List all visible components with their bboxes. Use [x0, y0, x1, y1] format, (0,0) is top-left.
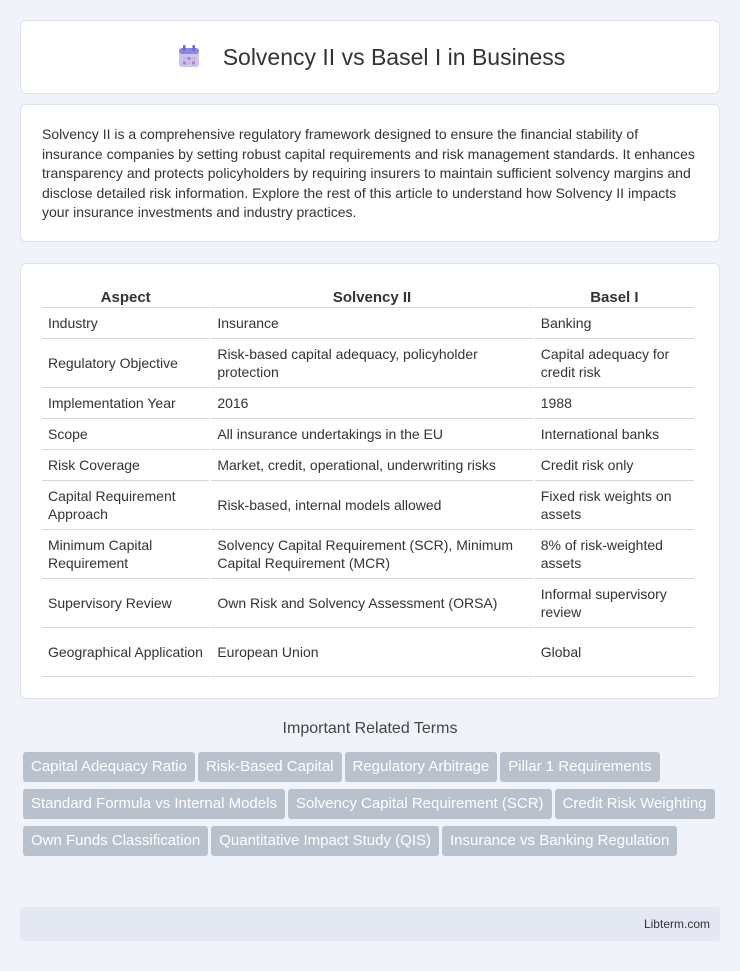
calendar-icon	[175, 43, 203, 71]
related-terms-title: Important Related Terms	[282, 720, 458, 737]
table-cell: All insurance undertakings in the EU	[211, 419, 532, 450]
header-card	[20, 20, 720, 94]
related-term-tag[interactable]: Capital Adequacy Ratio	[23, 752, 195, 782]
table-cell: European Union	[211, 628, 532, 677]
column-header-basel-i: Basel I	[535, 286, 694, 308]
table-row	[42, 481, 694, 530]
table-cell: Geographical Application	[42, 628, 209, 677]
related-term-tag[interactable]: Regulatory Arbitrage	[345, 752, 498, 782]
table-cell: Solvency Capital Requirement (SCR), Minimum Capital Requirement (MCR)	[211, 530, 532, 579]
table-cell: Risk-based capital adequacy, policyholder protection	[211, 339, 532, 388]
related-term-tag[interactable]: Insurance vs Banking Regulation	[442, 826, 677, 856]
table-cell: Fixed risk weights on assets	[535, 481, 694, 530]
table-row	[42, 579, 694, 628]
related-term-tag[interactable]: Risk-Based Capital	[198, 752, 342, 782]
footer-site-link[interactable]: Libterm.com	[643, 917, 710, 931]
table-cell: Minimum Capital Requirement	[42, 530, 209, 579]
table-header-row	[42, 286, 694, 308]
related-term-tag[interactable]: Pillar 1 Requirements	[500, 752, 659, 782]
table-cell: 2016	[211, 388, 532, 419]
table-cell: 1988	[535, 388, 694, 419]
table-cell: Banking	[535, 308, 694, 339]
table-row	[42, 419, 694, 450]
table-cell: Credit risk only	[535, 450, 694, 481]
table-row	[42, 450, 694, 481]
comparison-table	[40, 286, 696, 677]
table-row	[42, 388, 694, 419]
footer	[20, 907, 720, 941]
related-term-tag[interactable]: Quantitative Impact Study (QIS)	[211, 826, 439, 856]
table-cell: Global	[535, 628, 694, 677]
table-row	[42, 530, 694, 579]
intro-text: Solvency II is a comprehensive regulatory framework designed to ensure the financial stability of insurance companies by setting robust capital requirements and risk management standards. It enhances transparency and protects policyholders by requiring insurers to maintain sufficient solvency margins and disclose detailed risk information. Explore the rest of this article to understand how Solvency II impacts your insurance investments and industry practices.	[42, 126, 695, 220]
page-title: Solvency II vs Basel I in Business	[222, 43, 566, 70]
table-cell: Capital adequacy for credit risk	[535, 339, 694, 388]
table-cell: Implementation Year	[42, 388, 209, 419]
table-cell: Market, credit, operational, underwriting risks	[211, 450, 532, 481]
table-cell: Industry	[42, 308, 209, 339]
table-cell: Risk-based, internal models allowed	[211, 481, 532, 530]
table-cell: Own Risk and Solvency Assessment (ORSA)	[211, 579, 532, 628]
table-cell: Informal supervisory review	[535, 579, 694, 628]
related-term-tag[interactable]: Own Funds Classification	[23, 826, 208, 856]
table-cell: Regulatory Objective	[42, 339, 209, 388]
table-row	[42, 308, 694, 339]
table-cell: 8% of risk-weighted assets	[535, 530, 694, 579]
related-terms-tags	[23, 752, 723, 863]
table-cell: Supervisory Review	[42, 579, 209, 628]
table-cell: Capital Requirement Approach	[42, 481, 209, 530]
table-row	[42, 628, 694, 677]
table-row	[42, 339, 694, 388]
related-term-tag[interactable]: Solvency Capital Requirement (SCR)	[288, 789, 552, 819]
comparison-table-card	[20, 263, 720, 699]
related-term-tag[interactable]: Standard Formula vs Internal Models	[23, 789, 285, 819]
column-header-solvency-ii: Solvency II	[211, 286, 532, 308]
table-cell: Insurance	[211, 308, 532, 339]
table-cell: Scope	[42, 419, 209, 450]
table-cell: International banks	[535, 419, 694, 450]
column-header-aspect: Aspect	[42, 286, 209, 308]
related-term-tag[interactable]: Credit Risk Weighting	[555, 789, 715, 819]
intro-card	[20, 104, 720, 242]
table-cell: Risk Coverage	[42, 450, 209, 481]
